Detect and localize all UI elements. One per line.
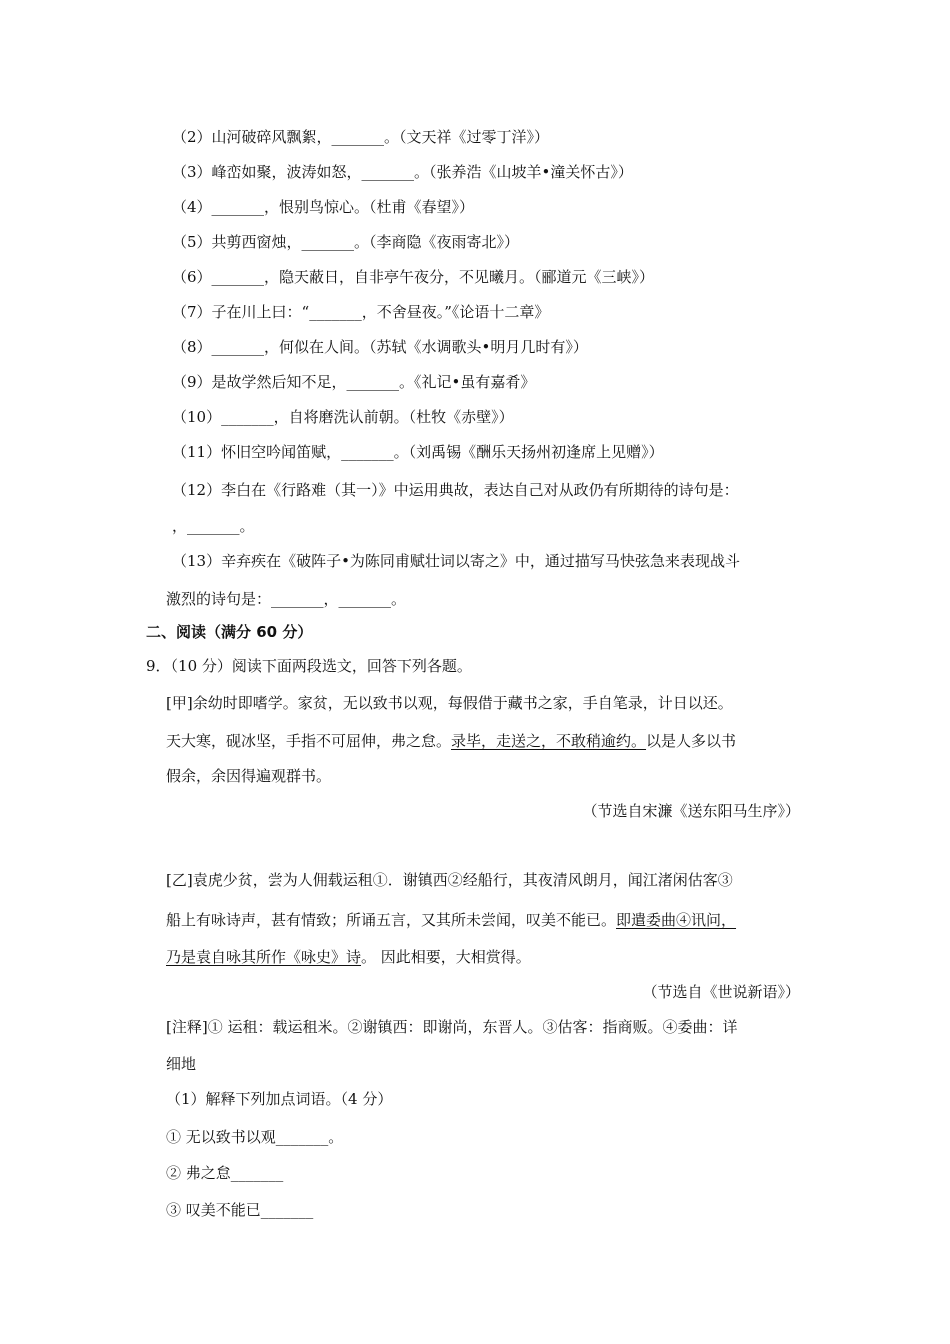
fill-blank-4: （4）_______，恨别鸟惊心。（杜甫《春望》） [172,198,475,216]
annotation-line1: [注释]① 运租：载运租米。②谢镇西：即谢尚，东晋人。③估客：指商贩。④委曲：详 [166,1018,738,1036]
fill-blank-13-line1: （13）辛弃疾在《破阵子•为陈同甫赋壮词以寄之》中，通过描写马快弦急来表现战斗 [172,552,740,570]
passage-jia-text-tail: 以是人多以书 [646,732,737,750]
fill-blank-11: （11）怀旧空吟闻笛赋，_______。（刘禹锡《酬乐天扬州初逢席上见赠》） [172,443,664,461]
passage-jia-line3: 假余，余因得遍观群书。 [166,767,332,785]
fill-blank-2: （2）山河破碎风飘絮，_______。（文天祥《过零丁洋》） [172,128,550,146]
fill-blank-13-line2: 激烈的诗句是：_______，_______。 [166,590,407,608]
passage-yi-line2 [166,910,736,930]
answer-item-2: ② 弗之怠_______ [166,1164,284,1182]
passage-yi-line3 [166,947,531,967]
sub-question-1: （1）解释下列加点词语。（4 分） [166,1090,393,1108]
passage-jia-text: 天大寒，砚冰坚，手指不可屈伸，弗之怠。 [166,732,452,750]
passage-yi-source: （节选自《世说新语》） [642,983,800,1001]
passage-yi-text-tail: 。 因此相要，大相赏得。 [361,948,531,966]
section-title-reading: 二、阅读（满分 60 分） [146,623,313,641]
fill-blank-9: （9）是故学然后知不足，_______。《礼记•虽有嘉肴》 [172,373,536,391]
passage-yi-text: 船上有咏诗声，甚有情致；所诵五言，又其所未尝闻，叹美不能已。 [166,911,617,929]
annotation-line2: 细地 [166,1055,197,1073]
question-9-stem: 9．（10 分）阅读下面两段选文，回答下列各题。 [146,657,472,675]
passage-jia-line1: [甲]余幼时即嗜学。家贫，无以致书以观，每假借于藏书之家，手自笔录，计日以还。 [166,694,733,712]
underlined-sentence-yi-part1: 即遣委曲④讯问， [616,911,737,929]
fill-blank-8: （8）_______，何似在人间。（苏轼《水调歌头•明月几时有》） [172,338,588,356]
passage-yi-line1: [乙]袁虎少贫，尝为人佣载运租①．谢镇西②经船行，其夜清风朗月，闻江渚闲估客③ [166,871,733,889]
passage-jia-line2 [166,731,736,751]
fill-blank-12-line1: （12）李白在《行路难（其一）》中运用典故，表达自己对从政仍有所期待的诗句是： [172,481,739,499]
fill-blank-10: （10）_______，自将磨洗认前朝。（杜牧《赤壁》） [172,408,514,426]
underlined-sentence-jia: 录毕，走送之，不敢稍逾约。 [451,732,647,750]
fill-blank-7: （7）子在川上曰：“_______，不舍昼夜。”《论语十二章》 [172,303,550,321]
answer-item-1: ① 无以致书以观_______。 [166,1128,344,1146]
passage-jia-source: （节选自宋濂《送东阳马生序》） [582,802,800,820]
fill-blank-5: （5）共剪西窗烛，_______。（李商隐《夜雨寄北》） [172,233,520,251]
underlined-sentence-yi-part2: 乃是袁自咏其所作《咏史》诗 [166,948,362,966]
fill-blank-3: （3）峰峦如聚，波涛如怒，_______。（张养浩《山坡羊•潼关怀古》） [172,163,633,181]
answer-item-3: ③ 叹美不能已_______ [166,1201,314,1219]
fill-blank-6: （6）_______，隐天蔽日，自非亭午夜分，不见曦月。（郦道元《三峡》） [172,268,655,286]
fill-blank-12-line2: ，_______。 [172,517,255,535]
